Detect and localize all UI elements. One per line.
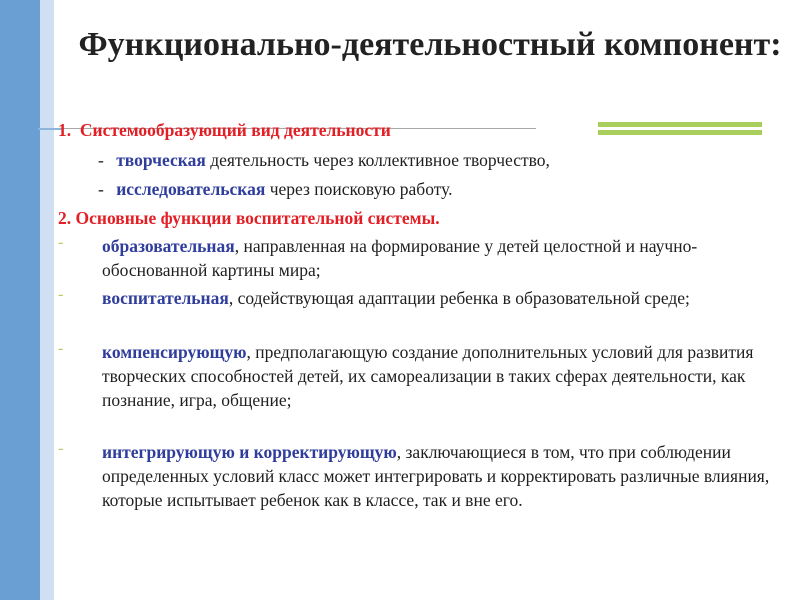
section2-bullet xyxy=(102,440,774,512)
section1-item xyxy=(98,148,550,172)
section1-item-text: деятельность через коллективное творчество, xyxy=(205,150,550,170)
section2-bullet xyxy=(102,340,774,412)
section2-bullet-text: , заключающиеся в том, что при соблюдении определенных условий класс может интегрировать и корректировать различные влияния, которые испытывает ребенок как в классе, так и вне его. xyxy=(102,442,770,510)
bullet-marker: - xyxy=(58,340,64,357)
section2-heading: 2. Основные функции воспитательной системы. xyxy=(58,208,440,228)
section1-item-text: через поисковую работу. xyxy=(265,179,453,199)
section2-bullet-text: , направленная на формирование у детей целостной и научно-обоснованной картины мира; xyxy=(102,236,698,280)
section1-heading xyxy=(58,118,391,142)
section2-bullet-key: воспитательная xyxy=(102,288,229,308)
section1-heading-text: Системообразующий вид деятельности xyxy=(79,120,391,140)
bullet-marker: - xyxy=(58,440,64,457)
section1-item xyxy=(98,177,453,201)
section2-bullet xyxy=(102,286,774,310)
slide-sidebar-stripe xyxy=(40,0,54,600)
bullet-marker: - xyxy=(58,286,64,303)
section2-bullet-key: образовательная xyxy=(102,236,235,256)
section2-bullet-text: , предполагающую создание дополнительных условий для развития творческих способностей детей, их самореализации в таких сферах деятельности, как познание, игра, общение; xyxy=(102,342,754,410)
bullet-marker: - xyxy=(58,234,64,251)
section1-item-key: исследовательская xyxy=(116,179,266,199)
slide-sidebar-divider xyxy=(54,0,55,600)
section2-bullet xyxy=(102,234,774,282)
slide-sidebar-bar xyxy=(0,0,40,600)
slide-title: Функционально-деятельностный компонент: xyxy=(78,26,782,63)
section2-bullet-key: компенсирующую xyxy=(102,342,247,362)
dash-marker: - xyxy=(98,150,104,170)
section1-number: 1. xyxy=(58,120,72,140)
decorative-green-bar-bottom xyxy=(598,130,762,135)
section1-item-key: творческая xyxy=(116,150,206,170)
section2-bullet-key: интегрирующую и корректирующую xyxy=(102,442,397,462)
dash-marker: - xyxy=(98,179,104,199)
section2-bullet-text: , содействующая адаптации ребенка в образовательной среде; xyxy=(228,288,690,308)
decorative-green-bar-top xyxy=(598,122,762,127)
